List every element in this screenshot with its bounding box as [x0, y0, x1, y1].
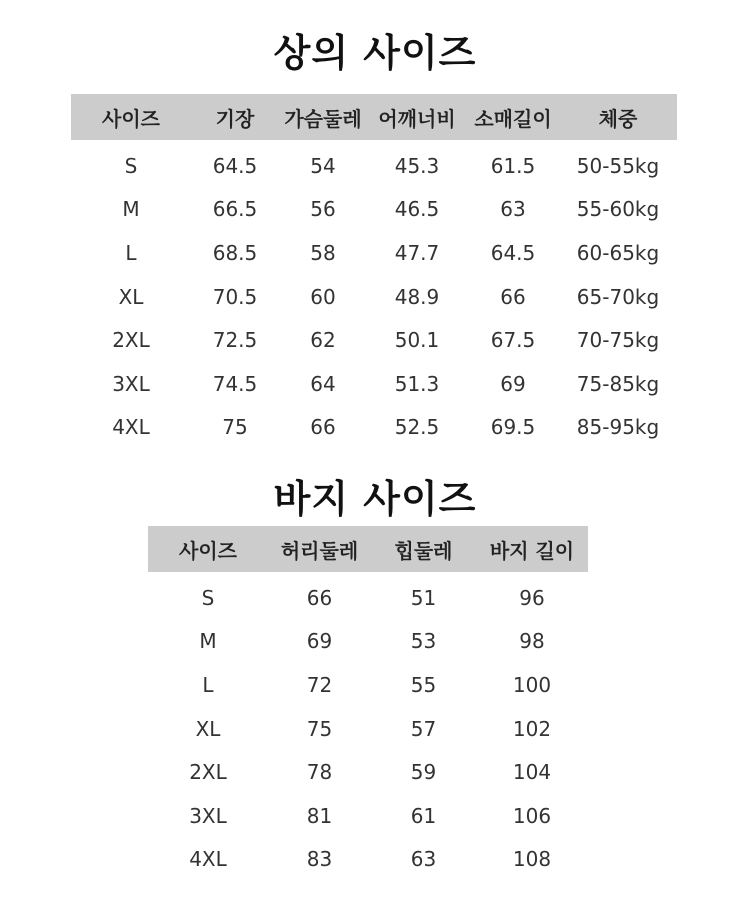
table-cell: 75 — [306, 716, 333, 741]
table-cell: 106 — [512, 803, 552, 828]
table-cell: M — [199, 629, 217, 654]
table-cell: 69.5 — [490, 415, 536, 440]
pants-header-row — [148, 526, 588, 572]
top-size-title: 상의 사이즈 — [273, 31, 477, 75]
top-size-table — [71, 94, 677, 449]
table-cell: 69 — [306, 629, 333, 654]
table-cell: 72 — [306, 672, 333, 697]
table-row — [148, 663, 588, 707]
table-cell: 63 — [500, 197, 526, 222]
table-cell: M — [122, 197, 140, 222]
table-cell: 68.5 — [212, 240, 258, 265]
table-cell: 64 — [310, 371, 336, 396]
table-cell: 64.5 — [212, 153, 258, 178]
table-cell: 2XL — [189, 760, 227, 785]
table-cell: 69 — [500, 371, 526, 396]
header-size: 사이즈 — [71, 94, 191, 140]
table-cell: 4XL — [112, 415, 150, 440]
table-cell: 3XL — [189, 803, 227, 828]
table-cell: 75-85kg — [576, 371, 660, 396]
table-cell: 104 — [512, 760, 552, 785]
table-cell: S — [201, 585, 215, 610]
table-cell: 100 — [512, 672, 552, 697]
table-row — [148, 707, 588, 751]
table-row — [71, 188, 677, 232]
table-cell: 53 — [410, 629, 437, 654]
table-cell: 59 — [410, 760, 437, 785]
table-cell: 48.9 — [394, 284, 440, 309]
table-cell: 66 — [500, 284, 526, 309]
table-cell: 45.3 — [394, 153, 440, 178]
table-cell: 81 — [306, 803, 333, 828]
table-cell: 55-60kg — [576, 197, 660, 222]
table-cell: 50.1 — [394, 328, 440, 353]
table-cell: 72.5 — [212, 328, 258, 353]
table-cell: L — [202, 672, 214, 697]
table-row — [71, 362, 677, 406]
header-size: 사이즈 — [148, 526, 268, 572]
table-cell: 57 — [410, 716, 437, 741]
header-sleeve: 소매길이 — [467, 94, 559, 140]
table-row — [71, 406, 677, 450]
table-cell: 55 — [410, 672, 437, 697]
table-row — [148, 750, 588, 794]
table-cell: 64.5 — [490, 240, 536, 265]
header-chest: 가슴둘레 — [279, 94, 367, 140]
header-length: 기장 — [191, 94, 279, 140]
table-cell: 66.5 — [212, 197, 258, 222]
header-weight: 체중 — [559, 94, 677, 140]
table-cell: 47.7 — [394, 240, 440, 265]
table-cell: 102 — [512, 716, 552, 741]
table-row — [148, 794, 588, 838]
table-cell: 66 — [310, 415, 336, 440]
table-row — [71, 140, 677, 188]
pants-size-title: 바지 사이즈 — [273, 477, 477, 521]
table-cell: S — [124, 153, 138, 178]
pants-size-table — [148, 526, 588, 881]
table-cell: L — [125, 240, 137, 265]
table-cell: 66 — [306, 585, 333, 610]
table-cell: XL — [195, 716, 221, 741]
table-cell: 50-55kg — [576, 153, 660, 178]
table-cell: 67.5 — [490, 328, 536, 353]
table-cell: 74.5 — [212, 371, 258, 396]
table-cell: 58 — [310, 240, 336, 265]
header-hip: 힙둘레 — [371, 526, 476, 572]
table-cell: 108 — [512, 847, 552, 872]
table-cell: 4XL — [189, 847, 227, 872]
table-cell: 83 — [306, 847, 333, 872]
table-cell: XL — [118, 284, 144, 309]
table-row — [148, 572, 588, 620]
table-cell: 96 — [519, 585, 545, 610]
table-cell: 70-75kg — [576, 328, 660, 353]
table-row — [71, 318, 677, 362]
header-waist: 허리둘레 — [268, 526, 371, 572]
table-cell: 75 — [222, 415, 248, 440]
table-cell: 98 — [519, 629, 545, 654]
table-cell: 3XL — [112, 371, 150, 396]
table-row — [148, 620, 588, 664]
table-cell: 61.5 — [490, 153, 536, 178]
top-header-row — [71, 94, 677, 140]
table-cell: 2XL — [112, 328, 150, 353]
table-cell: 51 — [410, 585, 437, 610]
table-cell: 78 — [306, 760, 333, 785]
table-cell: 46.5 — [394, 197, 440, 222]
table-cell: 63 — [410, 847, 437, 872]
table-row — [71, 231, 677, 275]
table-cell: 62 — [310, 328, 336, 353]
table-row — [148, 838, 588, 882]
table-cell: 56 — [310, 197, 336, 222]
table-cell: 60 — [310, 284, 336, 309]
table-cell: 51.3 — [394, 371, 440, 396]
table-cell: 70.5 — [212, 284, 258, 309]
header-shoulder: 어깨너비 — [367, 94, 467, 140]
table-cell: 54 — [310, 153, 336, 178]
table-cell: 61 — [410, 803, 437, 828]
table-cell: 60-65kg — [576, 240, 660, 265]
table-cell: 65-70kg — [576, 284, 660, 309]
table-cell: 85-95kg — [576, 415, 660, 440]
table-row — [71, 275, 677, 319]
header-pants-length: 바지 길이 — [476, 526, 588, 572]
table-cell: 52.5 — [394, 415, 440, 440]
